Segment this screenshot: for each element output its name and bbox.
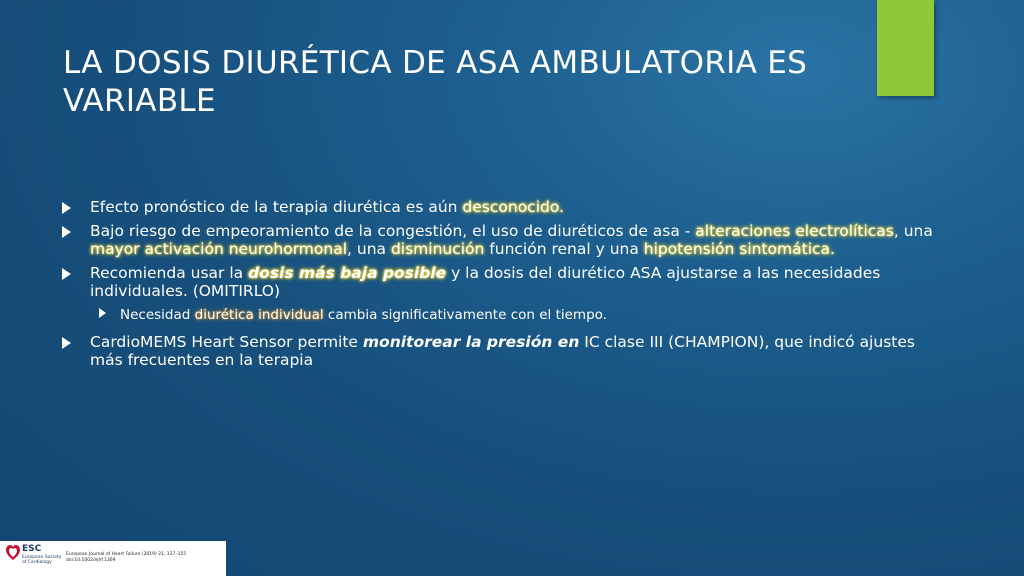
bullet-text: [90, 264, 942, 300]
esc-heart-logo-icon: [6, 545, 20, 561]
text-run: CardioMEMS Heart Sensor permite: [90, 333, 363, 351]
highlighted-text: alteraciones electrolíticas: [695, 222, 894, 240]
text-run: Efecto pronóstico de la terapia diurética es aún: [90, 198, 463, 216]
bullet-text: [90, 333, 942, 369]
text-run: y la dosis del diurético ASA ajustarse a las necesidades individuales. (OMITIRLO): [90, 264, 881, 300]
bullet-arrow-icon: [62, 337, 71, 349]
text-run: Bajo riesgo de empeoramiento de la congestión, el uso de diuréticos de asa -: [90, 222, 696, 240]
highlighted-text: dosis más baja posible: [248, 264, 447, 282]
highlighted-text: desconocido.: [462, 198, 564, 216]
bullet-arrow-icon: [62, 268, 71, 280]
citation-footer: [0, 541, 226, 576]
text-run: IC clase III (CHAMPION), que indicó ajustes más frecuentes en la terapia: [90, 333, 915, 369]
bullet-item: [62, 264, 942, 300]
bullet-item: [62, 333, 942, 369]
text-run: Necesidad: [120, 307, 195, 323]
highlighted-text: mayor activación neurohormonal: [90, 240, 348, 258]
journal-doi: doi:10.1002/ejhf.1369: [66, 558, 116, 563]
text-run: , una: [347, 240, 391, 258]
journal-citation: [66, 552, 186, 564]
text-run: función renal y una: [484, 240, 644, 258]
slide-title: LA DOSIS DIURÉTICA DE ASA AMBULATORIA ES VARIABLE: [63, 45, 808, 119]
bullet-text: [90, 222, 942, 258]
highlighted-text: hipotensión sintomática.: [643, 240, 835, 258]
highlighted-text: disminución: [390, 240, 485, 258]
bullet-list: [62, 198, 942, 375]
bullet-arrow-icon: [62, 202, 71, 214]
text-run: , una: [893, 222, 933, 240]
text-run: Recomienda usar la: [90, 264, 249, 282]
bullet-arrow-icon: [99, 308, 106, 318]
esc-logo-text: ESC: [22, 544, 42, 554]
journal-line: European Journal of Heart Failure (2019) 21, 137–155: [66, 552, 187, 557]
bullet-item: [62, 198, 942, 216]
accent-bar: [877, 0, 934, 96]
bullet-arrow-icon: [62, 226, 71, 238]
bullet-text: [90, 198, 564, 216]
bullet-text: [120, 306, 607, 324]
esc-subtitle: [22, 555, 61, 565]
highlighted-text: diurética individual: [194, 307, 324, 323]
bullet-item: [62, 222, 942, 258]
text-run: cambia significativamente con el tiempo.: [323, 307, 607, 323]
sub-bullet-item: [99, 306, 942, 324]
esc-subtitle-line: of Cardiology: [22, 560, 52, 565]
emphasized-text: monitorear la presión en: [362, 333, 580, 351]
esc-subtitle-line: European Society: [22, 555, 62, 560]
